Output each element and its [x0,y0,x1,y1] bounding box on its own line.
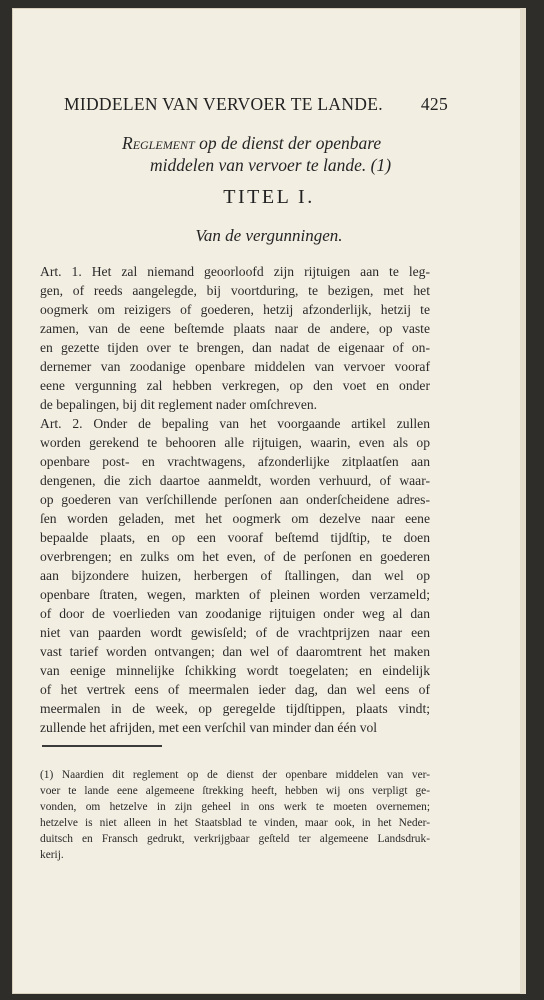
body-line: openbare post- en vrachtwagens, afzonderlijke zitplaatſen aan [40,454,430,469]
body-line: dengenen, die zich daartoe aanmeldt, worden verhuurd, of waar- [40,473,430,488]
book-page [12,8,526,994]
footnote [40,767,430,863]
body-line: aan bijzondere huizen, herbergen of ſtallingen, dan wel op [40,568,430,583]
regulation-title-caps: Reglement [122,133,195,153]
section-title: TITEL I. [223,186,315,208]
body-line: overbrengen; en zulks om het even, of de perſonen en goederen [40,549,430,564]
body-line: niet van paarden wordt gewisſeld; of de vrachtprijzen naar een [40,625,430,640]
footnote-rule [42,745,162,747]
body-line: eene vergunning zal hebben verkregen, op den voet en onder [40,378,430,393]
footnote-line: hetzelve is niet alleen in het Staatsblad te vinden, maar ook, in het Neder- [40,817,430,829]
page-number: 425 [420,94,448,114]
regulation-title-line1: op de dienst der openbare [194,133,382,153]
body-line: worden gerekend te behooren alle rijtuigen, waarin, even als op [40,435,430,450]
regulation-title [122,132,462,176]
body-text [40,262,430,737]
body-line: openbare ſtraten, wegen, markten of pleinen worden verzameld; [40,587,430,602]
body-line: zamen, van de eene beſtemde plaats naar de andere, op vaste [40,321,430,336]
running-title: MIDDELEN VAN VERVOER TE LANDE. [64,94,383,114]
footnote-line: (1) Naardien dit reglement op de dienst der openbare middelen van ver- [40,769,430,781]
footnote-line: vonden, om hetzelve in zijn geheel in ons werk te moeten overnemen; [40,801,430,813]
footnote-line: voer te lande eene algemeene ſtrekking heeft, hebben wij ons verpligt ge- [40,785,430,797]
footnote-line: kerij. [40,849,64,861]
body-line: oogmerk om reizigers of goederen, hetzij afzonderlijk, hetzij te [40,302,430,317]
body-line: vast tarief worden ontvangen; dan wel of daaromtrent het maken [40,644,430,659]
body-line: zullende het afrijden, met een verſchil van minder dan één vol [40,720,378,735]
body-line: Art. 2. Onder de bepaling van het voorgaande artikel zullen [40,416,430,431]
section-subtitle: Van de vergunningen. [195,226,343,245]
running-header [64,94,448,115]
body-line: gen, of reeds aangelegde, bij voortduring, te bezigen, met het [40,283,430,298]
body-line: of door de voerlieden van zoodanige rijtuigen onder weg al dan [40,606,430,621]
regulation-title-line2: middelen van vervoer te lande. (1) [150,155,392,175]
body-line: Art. 1. Het zal niemand geoorloofd zijn rijtuigen aan te leg- [40,264,430,279]
body-line: dernemer van zoodanige openbare middelen van vervoer vooraf [40,359,430,374]
body-line: van eenige minnelijke ſchikking wordt toegelaten; en eindelijk [40,663,430,678]
page-edge [520,8,526,994]
body-line: en gezette tijden over te brengen, dan nadat de eigenaar of on- [40,340,430,355]
body-line: ſen worden geladen, met het oogmerk om dezelve naar eene [40,511,430,526]
body-line: meermalen in de week, op geregelde tijdſtippen, plaats vindt; [40,701,430,716]
body-line: bepaalde plaats, en op een vooraf beſtemd tijdſtip, te doen [40,530,430,545]
body-line: of het vertrek eens of meermalen ieder dag, dan wel eens of [40,682,430,697]
body-line: op goederen van verſchillende perſonen aan onderſcheidene adres- [40,492,430,507]
footnote-line: duitsch en Fransch gedrukt, verkrijgbaar geſteld ter algemeene Landsdruk- [40,833,430,845]
body-line: de bepalingen, bij dit reglement nader omſchreven. [40,397,318,412]
